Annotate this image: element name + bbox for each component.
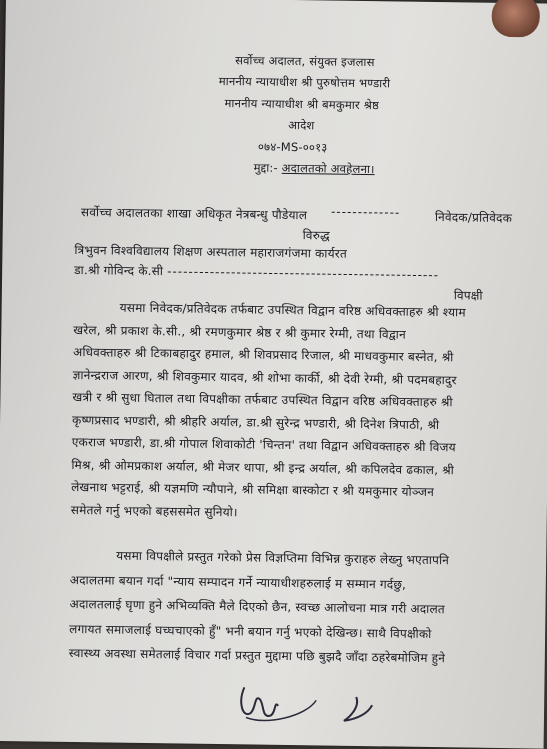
para2-line: लगायत समाजलाई घच्घचाएको हुँ" भनी बयान गर्नु भएको देखिन्छ। साथै विपक्षीको (69, 621, 432, 641)
para2-line: अदालतमा बयान गर्दा "न्याय सम्पादन गर्ने न्यायाधीशहरुलाई म सम्मान गर्दछु, (69, 572, 407, 592)
para2-line: यसमा विपक्षीले प्रस्तुत गरेको प्रेस विज्ञप्तिमा विभिन्न कुराहरु लेख्नु भएतापनि (116, 548, 450, 568)
subject-label: मुद्दा:- (253, 160, 278, 175)
para1-line: एकराज भण्डारी, डा.श्री गोपाल शिवाकोटी 'चिन्तन' तथा विद्वान अधिवक्ताहरु श्री विजय (71, 434, 456, 455)
para2-line: स्वास्थ्य अवस्था समेतलाई विचार गर्दा प्रस्तुत मुद्दामा पछि बुझदै जाँदा ठहरेबमोजिम हुने (68, 645, 446, 666)
para1-line: खत्री र श्री सुधा घिताल तथा विपक्षीका तर्फबाट उपस्थित विद्वान वरिष्ठ अधिवक्ताहरु श्री (72, 389, 453, 410)
thumb-in-frame (491, 0, 540, 37)
para1-line: खरेल, श्री प्रकाश के.सी., श्री रमणकुमार श्रेष्ठ र श्री कुमार रेग्मी, तथा विद्वान (73, 322, 406, 342)
respondent-line-2: डा.श्री गोविन्द के.सी --------------------------------------------------- (74, 262, 440, 283)
respondent-name: डा.श्री गोविन्द के.सी (74, 262, 164, 279)
petitioner-role: निवेदक/प्रतिवेदक (434, 210, 513, 226)
respondent-role: विपक्षी (453, 288, 483, 303)
para1-line: ज्ञानेन्द्रराज आरण, श्री शिवकुमार यादव, श्री शोभा कार्की, श्री देवी रेग्मी, श्री पदमबहादुर (72, 367, 457, 387)
para1-line: यसमा निवेदक/प्रतिवेदक तर्फबाट उपस्थित विद्वान वरिष्ठ अधिवक्ताहरु श्री श्याम (119, 300, 466, 320)
versus: विरुद्ध (302, 228, 330, 243)
court-name: सर्वोच्च अदालत, संयुक्त इजलास (235, 53, 375, 70)
para1-line: अधिवक्ताहरु श्री टिकाबहादुर हमाल, श्री शिवप्रसाद रिजाल, श्री माधवकुमार बस्नेत, श्री (72, 344, 454, 365)
para1-line: लेखनाथ भट्टराई, श्री यज्ञमणि न्यौपाने, श्री समिक्षा बास्कोटा र श्री यमकुमार योञ्जन (71, 479, 435, 500)
case-number: ०७४-MS-००१३ (257, 139, 328, 155)
subject-line (254, 160, 375, 177)
judge-2: माननीय न्यायाधीश श्री बमकुमार श्रेष्ठ (224, 96, 380, 113)
para2-line: अदालतलाई घृणा हुने अभिव्यक्ति मैले दिएको छैन, स्वच्छ आलोचना मात्र गरी अदालत (69, 596, 445, 617)
order-title: आदेश (288, 117, 315, 133)
petitioner: सर्वोच्च अदालतका शाखा अधिकृत नेत्रबन्धु पौडेयाल (80, 205, 308, 223)
subject-text: अदालतको अवहेलना। (281, 160, 375, 177)
para1-line: कृष्णप्रसाद भण्डारी, श्री श्रीहरि अर्याल, डा.श्री सुरेन्द्र भण्डारी, श्री दिनेश त्रिपाठी, श्री (71, 412, 440, 432)
para1-line: समेतले गर्नु भएको बहससमेत सुनियो। (70, 502, 238, 519)
handwritten-signature (206, 677, 427, 740)
para1-line: मिश्र, श्री ओमप्रकाश अर्याल, श्री मेजर थापा, श्री इन्द्र अर्याल, श्री कपिलदेव ढकाल, श्री (71, 457, 455, 477)
judge-1: माननीय न्यायाधीश श्री पुरुषोत्तम भण्डारी (218, 73, 391, 91)
petitioner-dashes: ------------- (330, 204, 401, 220)
respondent-line-1: त्रिभुवन विश्वविद्यालय शिक्षण अस्पताल महाराजगंजमा कार्यरत (74, 242, 348, 261)
